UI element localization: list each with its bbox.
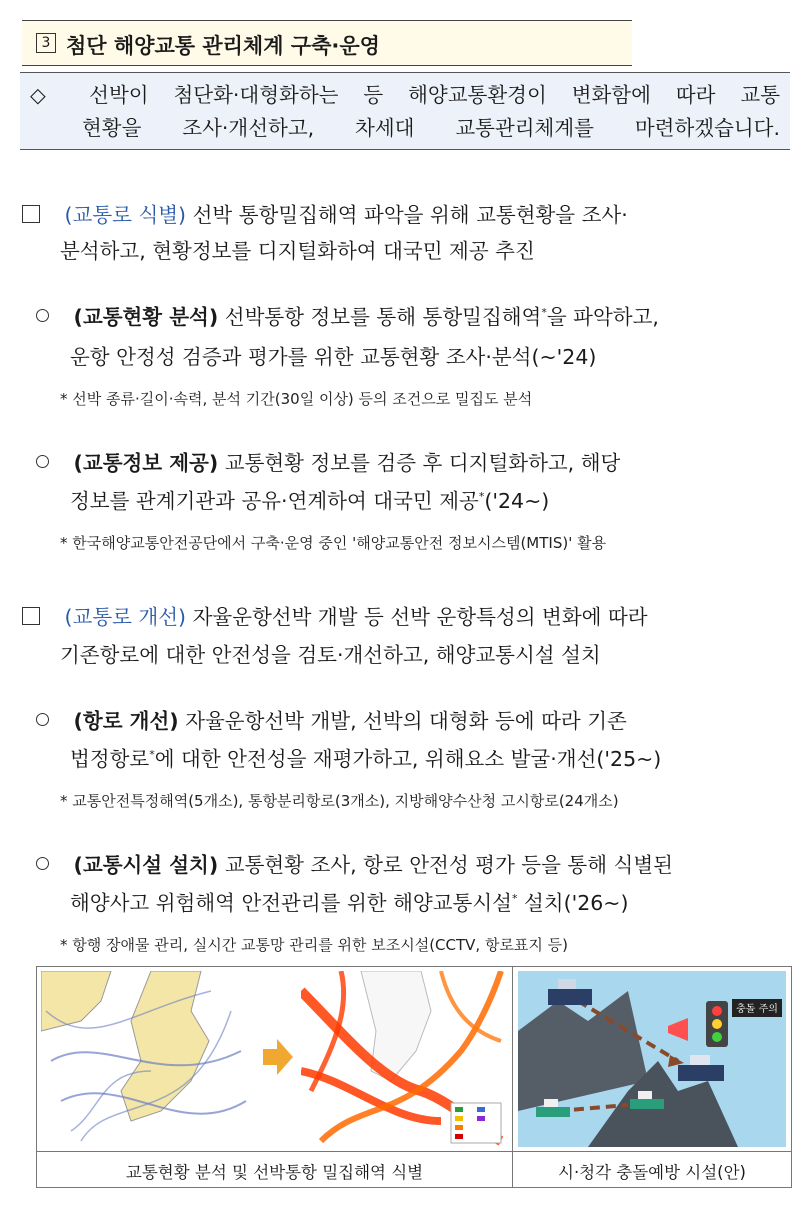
item2-tag: (교통로 개선) <box>64 605 187 629</box>
item1-tag: (교통로 식별) <box>64 203 187 227</box>
section-number: 3 <box>36 33 56 53</box>
item1-sub1-line-1: (교통현황 분석) 선박통항 정보를 통해 통항밀집해역*을 파악하고, <box>36 300 792 330</box>
summary-box <box>20 72 790 150</box>
diamond-bullet-icon: ◇ <box>30 83 65 107</box>
item2-sub2-line-1: (교통시설 설치) 교통현황 조사, 항로 안전성 평가 등을 통해 식별된 <box>36 848 792 878</box>
circle-bullet-icon <box>36 713 49 726</box>
item2-sub2-note: * 항행 장애물 관리, 실시간 교통망 관리를 위한 보조시설(CCTV, 항로표지 등) <box>60 936 569 954</box>
shipping-routes-map <box>41 971 253 1147</box>
density-map <box>301 971 507 1147</box>
sign-label: 충돌 주의 <box>736 1004 778 1015</box>
item2-sub1-line-2: 법정항로*에 대한 안전성을 재평가하고, 위해요소 발굴·개선('25~) <box>70 747 662 771</box>
square-bullet-icon <box>22 205 40 223</box>
arrow-right-icon <box>261 1037 295 1077</box>
circle-bullet-icon <box>36 857 49 870</box>
summary-line-2: 현황을 조사·개선하고, 차세대 교통관리체계를 마련하겠습니다. <box>82 116 780 140</box>
item2-line-2: 기존항로에 대한 안전성을 검토·개선하고, 해양교통시설 설치 <box>60 643 601 667</box>
circle-bullet-icon <box>36 309 49 322</box>
item1-sub1-line-2: 운항 안정성 검증과 평가를 위한 교통현황 조사·분석(~'24) <box>70 345 597 369</box>
item1-sub2-line-2: 정보를 관계기관과 공유·연계하여 대국민 제공*('24~) <box>70 489 550 513</box>
section-title: 첨단 해양교통 관리체계 구축·운영 <box>66 34 380 58</box>
section-header <box>22 20 632 66</box>
item1-line-2: 분석하고, 현황정보를 디지털화하여 대국민 제공 추진 <box>60 239 535 263</box>
item1-line-1: (교통로 식별) 선박 통항밀집해역 파악을 위해 교통현황을 조사· <box>22 198 792 228</box>
item2-line-1: (교통로 개선) 자율운항선박 개발 등 선박 운항특성의 변화에 따라 <box>22 600 792 630</box>
item1-sub1-note: * 선박 종류·길이·속력, 분석 기간(30일 이상) 등의 조건으로 밀집도 분석 <box>60 390 533 408</box>
item1-sub2-line-1: (교통정보 제공) 교통현황 정보를 검증 후 디지털화하고, 해당 <box>36 446 792 476</box>
item2-sub1-note: * 교통안전특정해역(5개소), 통항분리항로(3개소), 지방해양수산청 고시항로(24개소) <box>60 792 619 810</box>
circle-bullet-icon <box>36 455 49 468</box>
summary-line-1: ◇ 선박이 첨단화·대형화하는 등 해양교통환경이 변화함에 따라 교통 <box>30 83 781 107</box>
item1-sub2-note: * 한국해양교통안전공단에서 구축·운영 중인 '해양교통안전 정보시스템(MTIS)' 활용 <box>60 534 607 552</box>
collision-prevention-illustration <box>518 971 786 1147</box>
figure-panel <box>36 966 792 1188</box>
square-bullet-icon <box>22 607 40 625</box>
caption-left: 교통현황 분석 및 선박통항 밀집해역 식별 <box>125 1163 424 1182</box>
item2-sub2-line-2: 해양사고 위험해역 안전관리를 위한 해양교통시설* 설치('26~) <box>70 891 629 915</box>
item2-sub1-line-1: (항로 개선) 자율운항선박 개발, 선박의 대형화 등에 따라 기존 <box>36 704 792 734</box>
caption-right: 시·청각 충돌예방 시설(안) <box>558 1163 746 1182</box>
